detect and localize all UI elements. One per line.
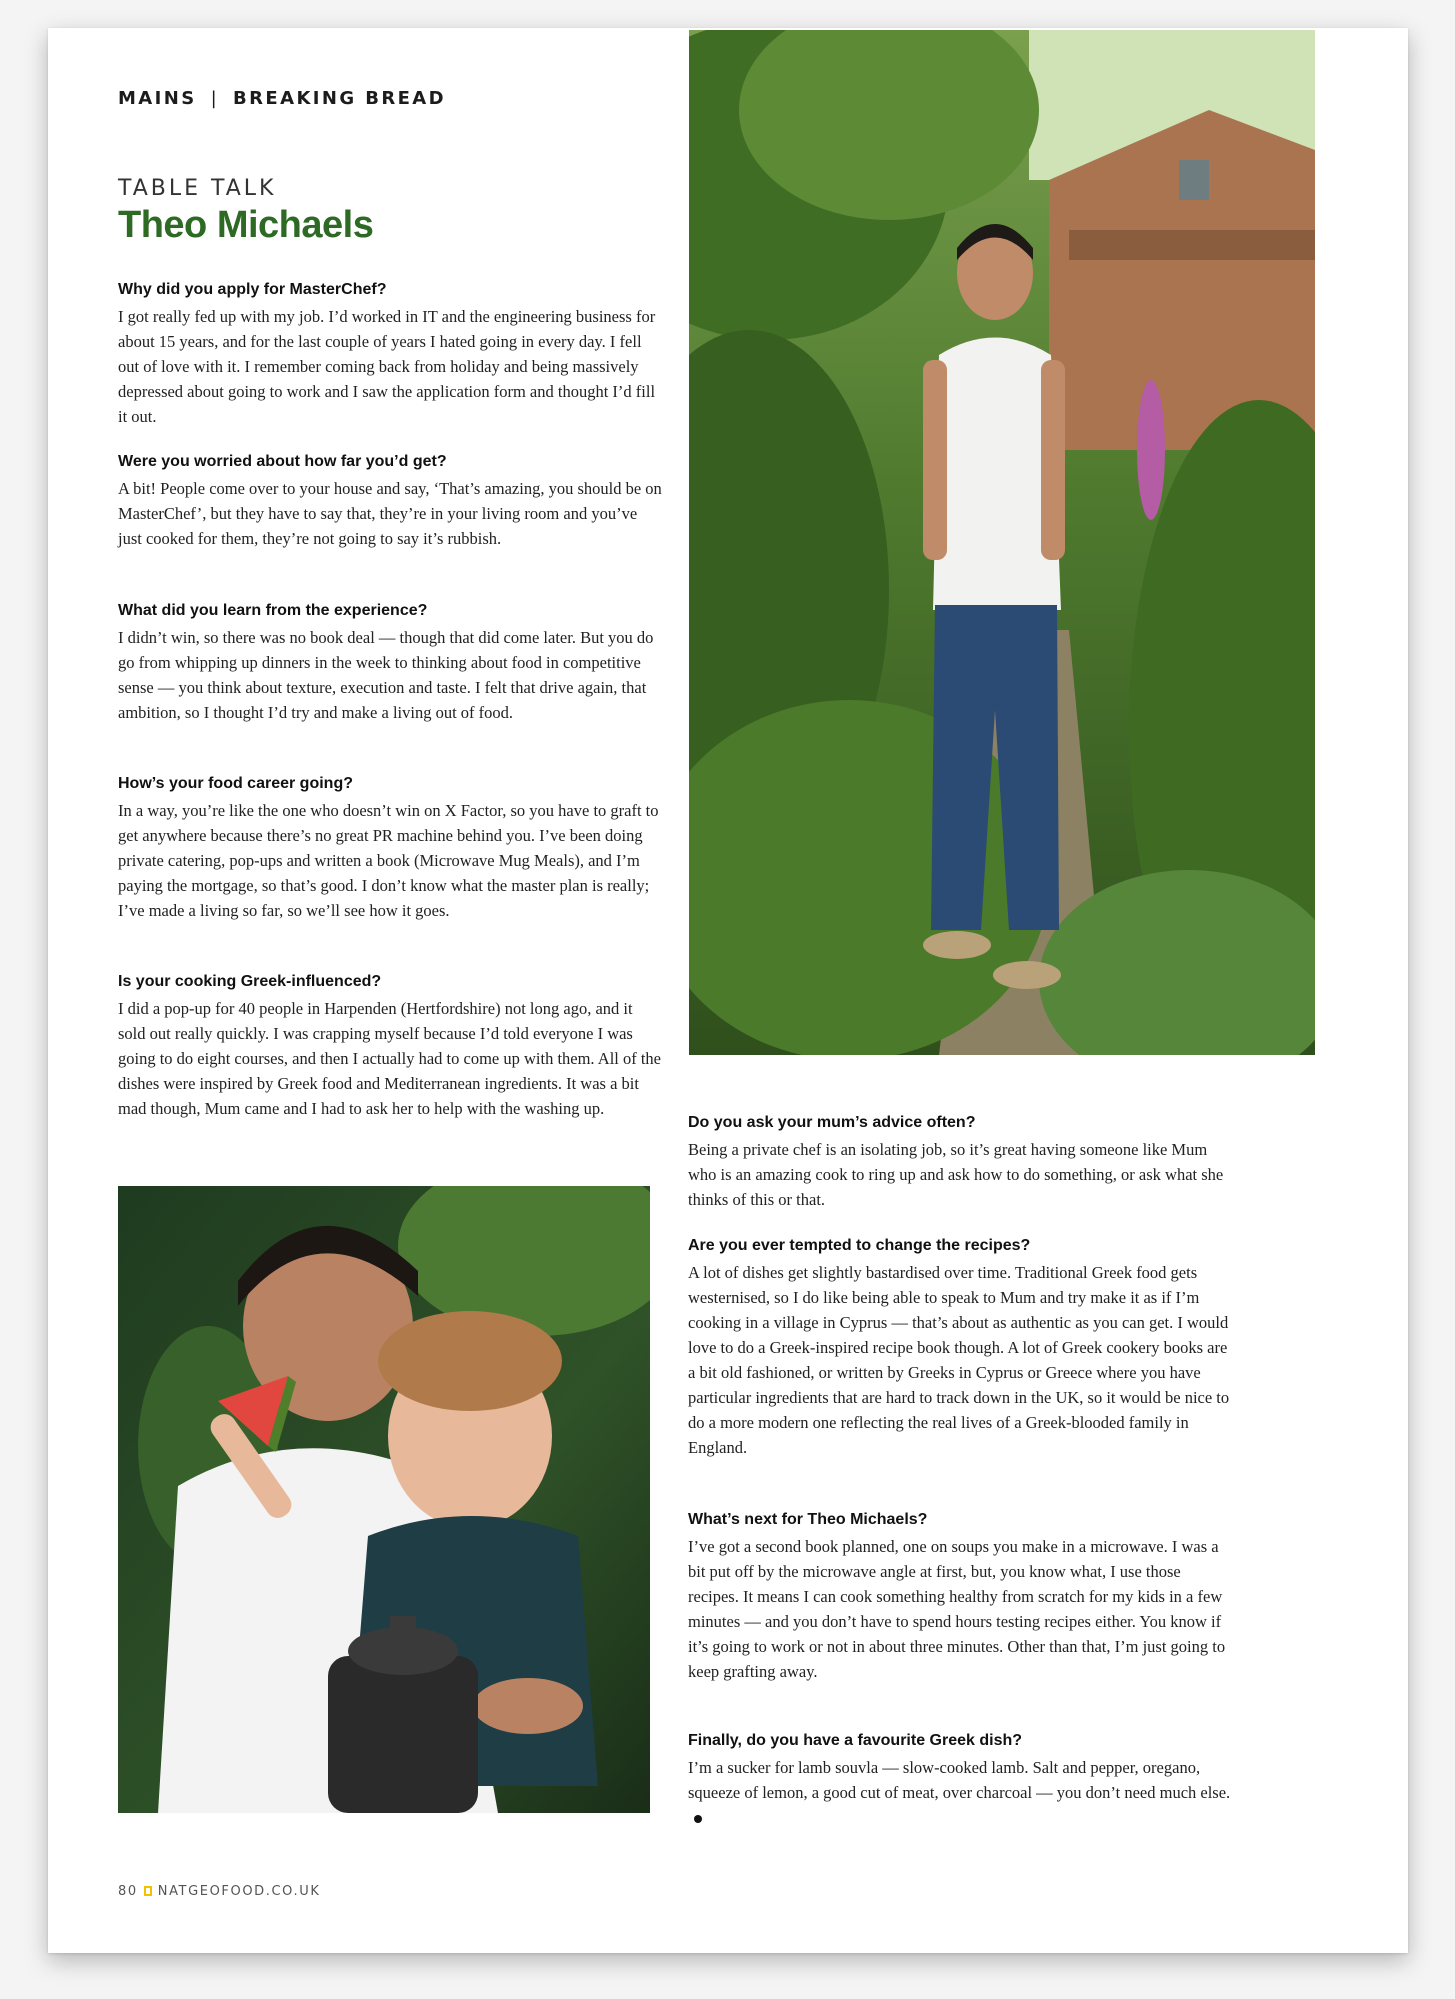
page-footer (118, 1884, 320, 1899)
article-title: Theo Michaels (118, 204, 374, 246)
qa-answer: I did a pop-up for 40 people in Harpenden (Hertfordshire) not long ago, and it sold out really quickly. I was crapping myself because I’d told everyone I was going to do eight courses, and then I actually had to come up with them. All of the dishes were inspired by Greek food and Mediterranean ingredients. It was a bit mad though, Mum came and I had to ask her to help with the washing up. (118, 999, 662, 1118)
qa-block (688, 1731, 1233, 1830)
kicker-divider: | (210, 88, 220, 109)
qa-block (118, 452, 663, 551)
qa-block (688, 1236, 1233, 1460)
qa-answer: I didn’t win, so there was no book deal — though that did come later. But you do go from whipping up dinners in the week to thinking about food in competitive sense — you think about texture, execution and taste. I felt that drive again, that ambition, so I thought I’d try and make a living out of food. (118, 628, 654, 722)
section-label: MAINS (118, 88, 197, 109)
subsection-label: BREAKING BREAD (233, 88, 446, 109)
site-url: NATGEOFOOD.CO.UK (157, 1884, 321, 1899)
qa-block (118, 601, 663, 725)
qa-block (118, 774, 663, 923)
qa-question: Is your cooking Greek-influenced? (118, 973, 382, 990)
qa-answer: Being a private chef is an isolating job, so it’s great having someone like Mum who is an amazing cook to ring up and ask how to do something, or ask what she thinks of this or that. (688, 1140, 1224, 1209)
qa-block (688, 1510, 1233, 1684)
qa-answer: I’ve got a second book planned, one on soups you make in a microwave. I was a bit put off by the microwave angle at first, but, you know what, I use those recipes. It means I can cook something healthy from scratch for my kids in a few minutes — and you don’t have to spend hours testing recipes either. You know if it’s going to work or not in about three minutes. Other than that, I’m just going to keep grafting away. (688, 1537, 1226, 1681)
qa-answer: I got really fed up with my job. I’d worked in IT and the engineering business for about 15 years, and for the last couple of years I hated going in every day. I fell out of love with it. I remember coming back from holiday and being massively depressed about going to work and I saw the application form and thought I’d fill it out. (118, 307, 656, 426)
qa-block (118, 972, 663, 1121)
qa-question: How’s your food career going? (118, 775, 353, 792)
garden-portrait-photo (689, 30, 1315, 1055)
end-of-article-icon (694, 1815, 702, 1823)
qa-answer (688, 1755, 1233, 1830)
qa-question: Are you ever tempted to change the recipes? (688, 1237, 1031, 1254)
qa-answer: In a way, you’re like the one who doesn’t win on X Factor, so you have to graft to get anywhere because there’s no great PR machine behind you. I’ve been doing private catering, pop-ups and written a book (Microwave Mug Meals), and I’m paying the mortgage, so that’s good. I don’t know what the master plan is really; I’ve made a living so far, so we’ll see how it goes. (118, 801, 659, 920)
qa-question: Do you ask your mum’s advice often? (688, 1114, 976, 1131)
qa-question: Finally, do you have a favourite Greek dish? (688, 1732, 1023, 1749)
footer-mark-icon (144, 1886, 152, 1896)
qa-question: What’s next for Theo Michaels? (688, 1511, 928, 1528)
article-eyebrow: TABLE TALK (118, 176, 277, 201)
qa-block (118, 280, 663, 429)
qa-question: What did you learn from the experience? (118, 602, 428, 619)
qa-block (688, 1113, 1233, 1212)
qa-answer-text: I’m a sucker for lamb souvla — slow-cooked lamb. Salt and pepper, oregano, squeeze of lemon, a good cut of meat, over charcoal — you don’t need much else. (688, 1758, 1231, 1802)
qa-answer: A bit! People come over to your house and say, ‘That’s amazing, you should be on MasterChef’, but they have to say that, they’re in your living room and you’ve just cooked for them, they’re not going to say it’s rubbish. (118, 479, 662, 548)
magazine-page (48, 28, 1408, 1953)
section-kicker (118, 88, 446, 109)
qa-question: Why did you apply for MasterChef? (118, 281, 387, 298)
qa-answer: A lot of dishes get slightly bastardised over time. Traditional Greek food gets westernised, so I do like being able to speak to Mum and try make it as if I’m cooking in a village in Cyprus — that’s about as authentic as you can get. I would love to do a Greek-inspired recipe book though. A lot of Greek cookery books are a bit old fashioned, or written by Greeks in Cyprus or Greece where you have particular ingredients that are hard to track down in the UK, so it would be nice to do a more modern one reflecting the real lives of a Greek-blooded family in England. (688, 1263, 1230, 1457)
father-and-son-photo (118, 1186, 650, 1813)
page-number: 80 (118, 1884, 138, 1899)
qa-question: Were you worried about how far you’d get? (118, 453, 447, 470)
